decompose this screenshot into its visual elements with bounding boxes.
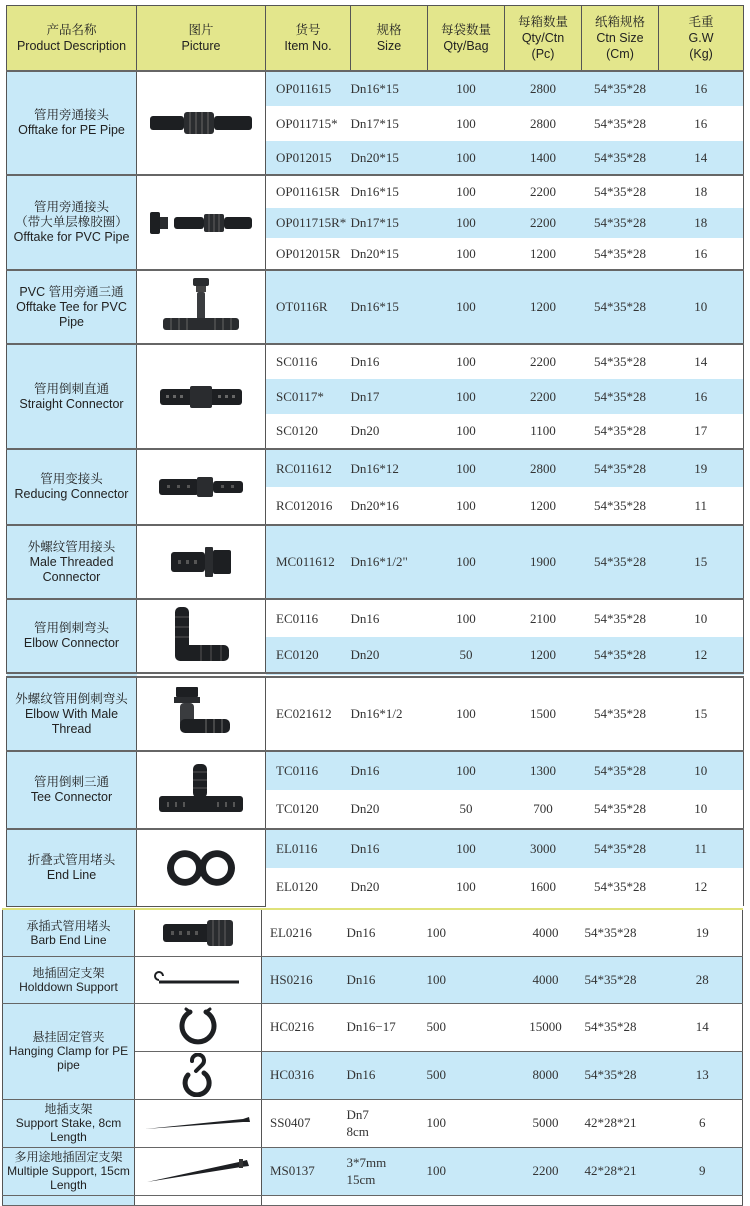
size: Dn16: [347, 1051, 427, 1099]
product-description: 管用旁通接头 Offtake for PE Pipe: [7, 71, 137, 175]
table-row: [7, 525, 744, 599]
item-no: EL0120: [266, 868, 351, 906]
qty-bag: 100: [428, 487, 505, 525]
qty-bag: 100: [428, 675, 505, 751]
item-no: OP012015R: [266, 238, 351, 270]
ctn-size: 54*35*28: [582, 487, 659, 525]
qty-ctn: 1100: [505, 414, 582, 449]
qty-bag: 100: [428, 238, 505, 270]
qty-ctn: 1200: [505, 238, 582, 270]
size: Dn20: [351, 868, 428, 906]
item-no: RC011612: [266, 449, 351, 487]
gross-weight: 16: [659, 238, 744, 270]
gross-weight: 16: [659, 106, 744, 141]
qty-ctn: 2100: [505, 599, 582, 637]
size: Dn16−17: [347, 1003, 427, 1051]
qty-ctn: 2800: [505, 449, 582, 487]
qty-ctn: 4000: [507, 956, 585, 1003]
size: Dn16: [347, 956, 427, 1003]
product-description: [3, 1195, 135, 1205]
product-description: 悬挂固定管夹 Hanging Clamp for PE pipe: [3, 1003, 135, 1099]
header-qty-ctn: 每箱数量 Qty/Ctn (Pc): [505, 6, 582, 72]
straight-connector-icon: [137, 344, 266, 449]
elbow-connector-icon: [137, 599, 266, 675]
qty-bag: 100: [428, 449, 505, 487]
gross-weight: 14: [659, 141, 744, 175]
size: Dn16: [351, 599, 428, 637]
size-line-1: Dn7: [346, 1107, 369, 1122]
product-description: 外螺纹管用倒刺弯头 Elbow With Male Thread: [7, 675, 137, 751]
item-no: EC021612: [266, 675, 351, 751]
product-description: 管用倒刺三通 Tee Connector: [7, 751, 137, 829]
product-description: PVC 管用旁通三通 Offtake Tee for PVC Pipe: [7, 270, 137, 344]
table-row: [7, 344, 744, 379]
qty-bag: 500: [427, 1051, 507, 1099]
size-line-1: 3*7mm: [346, 1155, 387, 1170]
qty-ctn: 1900: [505, 525, 582, 599]
qty-ctn: 2200: [505, 175, 582, 208]
offtake-tee-icon: [137, 270, 266, 344]
item-no: OP012015: [266, 141, 351, 175]
qty-bag: 100: [427, 909, 507, 956]
header-size: 规格 Size: [351, 6, 428, 72]
item-no: MC011612: [266, 525, 351, 599]
size: [347, 1099, 427, 1147]
qty-bag: 100: [428, 414, 505, 449]
ctn-size: 54*35*28: [582, 525, 659, 599]
table-row: [7, 71, 744, 106]
ctn-size: 54*35*28: [582, 379, 659, 414]
qty-ctn: 2200: [505, 208, 582, 238]
gross-weight: 13: [663, 1051, 743, 1099]
size: Dn20: [351, 637, 428, 675]
qty-bag: 100: [427, 956, 507, 1003]
table-row: [3, 956, 743, 1003]
size: Dn16: [347, 909, 427, 956]
table-row: [7, 270, 744, 344]
ctn-size: 54*35*28: [582, 270, 659, 344]
qty-ctn: 2800: [505, 71, 582, 106]
ctn-size: 54*35*28: [582, 344, 659, 379]
qty-ctn: 1200: [505, 637, 582, 675]
gross-weight: 16: [659, 71, 744, 106]
size: Dn16: [351, 344, 428, 379]
ctn-size: 54*35*28: [585, 956, 663, 1003]
qty-bag: 500: [427, 1003, 507, 1051]
size: Dn16*15: [351, 175, 428, 208]
product-description: 管用变接头 Reducing Connector: [7, 449, 137, 525]
item-no: EL0116: [266, 829, 351, 868]
header-product: 产品名称 Product Description: [7, 6, 137, 72]
gross-weight: 10: [659, 790, 744, 829]
item-no: HC0316: [262, 1051, 347, 1099]
ctn-size: 54*35*28: [585, 1003, 663, 1051]
gross-weight: 12: [659, 637, 744, 675]
item-no: OP011615: [266, 71, 351, 106]
elbow-male-thread-icon: [137, 675, 266, 751]
gross-weight: 28: [663, 956, 743, 1003]
qty-bag: 50: [428, 790, 505, 829]
header-gw: 毛重 G.W (Kg): [659, 6, 744, 72]
header-qty-bag: 每袋数量 Qty/Bag: [428, 6, 505, 72]
item-no: MS0137: [262, 1147, 347, 1195]
support-stake-icon: [135, 1099, 262, 1147]
ctn-size: 54*35*28: [582, 208, 659, 238]
table-row: [3, 1099, 743, 1147]
gross-weight: 16: [659, 379, 744, 414]
gross-weight: 19: [663, 909, 743, 956]
item-no: EC0120: [266, 637, 351, 675]
gross-weight: 15: [659, 675, 744, 751]
barb-end-line-icon: [135, 909, 262, 956]
header-picture: 图片 Picture: [137, 6, 266, 72]
size: Dn17: [351, 379, 428, 414]
product-table-main: [6, 5, 744, 907]
gross-weight: 11: [659, 487, 744, 525]
open-ring-clamp-icon: [135, 1003, 262, 1051]
gross-weight: 18: [659, 208, 744, 238]
qty-bag: 100: [427, 1147, 507, 1195]
product-description: 外螺纹管用接头 Male Threaded Connector: [7, 525, 137, 599]
item-no: EL0216: [262, 909, 347, 956]
end-line-icon: [137, 829, 266, 906]
size: Dn16*1/2": [351, 525, 428, 599]
qty-bag: 100: [428, 106, 505, 141]
qty-ctn: 2200: [505, 379, 582, 414]
ctn-size: 54*35*28: [582, 175, 659, 208]
product-description: 承插式管用堵头 Barb End Line: [3, 909, 135, 956]
product-description: 地插支架 Support Stake, 8cm Length: [3, 1099, 135, 1147]
item-no: SC0120: [266, 414, 351, 449]
gross-weight: 19: [659, 449, 744, 487]
item-no: SS0407: [262, 1099, 347, 1147]
size: Dn16*15: [351, 270, 428, 344]
qty-ctn: 4000: [507, 909, 585, 956]
qty-ctn: 15000: [507, 1003, 585, 1051]
gross-weight: 17: [659, 414, 744, 449]
qty-bag: 100: [428, 71, 505, 106]
ctn-size: 54*35*28: [582, 71, 659, 106]
item-no: HS0216: [262, 956, 347, 1003]
header-row: [7, 6, 744, 72]
ctn-size: 54*35*28: [582, 238, 659, 270]
item-no: RC012016: [266, 487, 351, 525]
size: Dn20*15: [351, 238, 428, 270]
qty-bag: 100: [428, 868, 505, 906]
gross-weight: 12: [659, 868, 744, 906]
male-threaded-connector-icon: [137, 525, 266, 599]
qty-bag: 100: [428, 344, 505, 379]
size: Dn16: [351, 829, 428, 868]
product-description: 地插固定支架 Holddown Support: [3, 956, 135, 1003]
table-row-partial: [3, 1195, 743, 1205]
ctn-size: 54*35*28: [582, 751, 659, 790]
product-table-accessories: [2, 908, 743, 1206]
reducing-connector-icon: [137, 449, 266, 525]
qty-ctn: 1500: [505, 675, 582, 751]
ctn-size: 54*35*28: [585, 1051, 663, 1099]
item-no: HC0216: [262, 1003, 347, 1051]
multiple-support-icon: [135, 1147, 262, 1195]
ctn-size: 54*35*28: [582, 829, 659, 868]
table-row: [7, 599, 744, 637]
size: [347, 1147, 427, 1195]
ctn-size: 42*28*21: [585, 1099, 663, 1147]
qty-bag: 100: [428, 751, 505, 790]
size: Dn16*12: [351, 449, 428, 487]
table-row: [7, 751, 744, 790]
ctn-size: 54*35*28: [582, 675, 659, 751]
ctn-size: 54*35*28: [582, 599, 659, 637]
item-no: TC0120: [266, 790, 351, 829]
ctn-size: 54*35*28: [582, 106, 659, 141]
ctn-size: 54*35*28: [582, 449, 659, 487]
item-no: OT0116R: [266, 270, 351, 344]
item-no: SC0116: [266, 344, 351, 379]
table-row: [7, 829, 744, 868]
gross-weight: 14: [663, 1003, 743, 1051]
product-description: 管用倒刺弯头 Elbow Connector: [7, 599, 137, 675]
size-line-2: 8cm: [346, 1124, 369, 1139]
qty-bag: 100: [428, 379, 505, 414]
offtake-pvc-icon: [137, 175, 266, 270]
gross-weight: 10: [659, 270, 744, 344]
table-row: [3, 1003, 743, 1051]
holddown-support-icon: [135, 956, 262, 1003]
product-description: 管用旁通接头 （带大单层橡胶圈） Offtake for PVC Pipe: [7, 175, 137, 270]
ctn-size: 54*35*28: [582, 637, 659, 675]
size: Dn16: [351, 751, 428, 790]
ctn-size: 54*35*28: [585, 909, 663, 956]
table-row: [7, 175, 744, 208]
table-row: [7, 675, 744, 751]
size: Dn16*1/2: [351, 675, 428, 751]
qty-bag: 100: [427, 1099, 507, 1147]
item-no: OP011615R: [266, 175, 351, 208]
size: Dn20*16: [351, 487, 428, 525]
gross-weight: 18: [659, 175, 744, 208]
gross-weight: 10: [659, 751, 744, 790]
size: Dn16*15: [351, 71, 428, 106]
qty-ctn: 1600: [505, 868, 582, 906]
product-description: 管用倒刺直通 Straight Connector: [7, 344, 137, 449]
qty-bag: 100: [428, 270, 505, 344]
qty-ctn: 8000: [507, 1051, 585, 1099]
partial-data: [262, 1195, 743, 1205]
item-no: OP011715*: [266, 106, 351, 141]
qty-ctn: 1200: [505, 487, 582, 525]
qty-bag: 100: [428, 208, 505, 238]
qty-ctn: 1300: [505, 751, 582, 790]
ctn-size: 54*35*28: [582, 868, 659, 906]
qty-ctn: 700: [505, 790, 582, 829]
product-description: 折叠式管用堵头 End Line: [7, 829, 137, 906]
gross-weight: 6: [663, 1099, 743, 1147]
qty-bag: 100: [428, 599, 505, 637]
item-no: TC0116: [266, 751, 351, 790]
size: Dn20: [351, 414, 428, 449]
qty-bag: 100: [428, 525, 505, 599]
qty-ctn: 2200: [505, 344, 582, 379]
size: Dn20*15: [351, 141, 428, 175]
item-no: EC0116: [266, 599, 351, 637]
qty-bag: 100: [428, 829, 505, 868]
hook-clamp-icon: [135, 1051, 262, 1099]
qty-ctn: 1400: [505, 141, 582, 175]
qty-ctn: 3000: [505, 829, 582, 868]
gross-weight: 15: [659, 525, 744, 599]
qty-ctn: 2800: [505, 106, 582, 141]
table-row: [7, 449, 744, 487]
ctn-size: 54*35*28: [582, 141, 659, 175]
header-ctn-size: 纸箱规格 Ctn Size (Cm): [582, 6, 659, 72]
table-row: [3, 909, 743, 956]
item-no: SC0117*: [266, 379, 351, 414]
item-no: OP011715R*: [266, 208, 351, 238]
size-line-2: 15cm: [346, 1172, 376, 1187]
gross-weight: 11: [659, 829, 744, 868]
ctn-size: 42*28*21: [585, 1147, 663, 1195]
tee-connector-icon: [137, 751, 266, 829]
qty-ctn: 2200: [507, 1147, 585, 1195]
qty-bag: 100: [428, 141, 505, 175]
size: Dn17*15: [351, 208, 428, 238]
qty-bag: 100: [428, 175, 505, 208]
gross-weight: 10: [659, 599, 744, 637]
header-item: 货号 Item No.: [266, 6, 351, 72]
ctn-size: 54*35*28: [582, 790, 659, 829]
gross-weight: 9: [663, 1147, 743, 1195]
product-description: 多用途地插固定支架 Multiple Support, 15cm Length: [3, 1147, 135, 1195]
qty-bag: 50: [428, 637, 505, 675]
qty-ctn: 1200: [505, 270, 582, 344]
qty-ctn: 5000: [507, 1099, 585, 1147]
partial-picture: [135, 1195, 262, 1205]
gross-weight: 14: [659, 344, 744, 379]
table-row: [3, 1147, 743, 1195]
ctn-size: 54*35*28: [582, 414, 659, 449]
size: Dn17*15: [351, 106, 428, 141]
size: Dn20: [351, 790, 428, 829]
offtake-pe-icon: [137, 71, 266, 175]
